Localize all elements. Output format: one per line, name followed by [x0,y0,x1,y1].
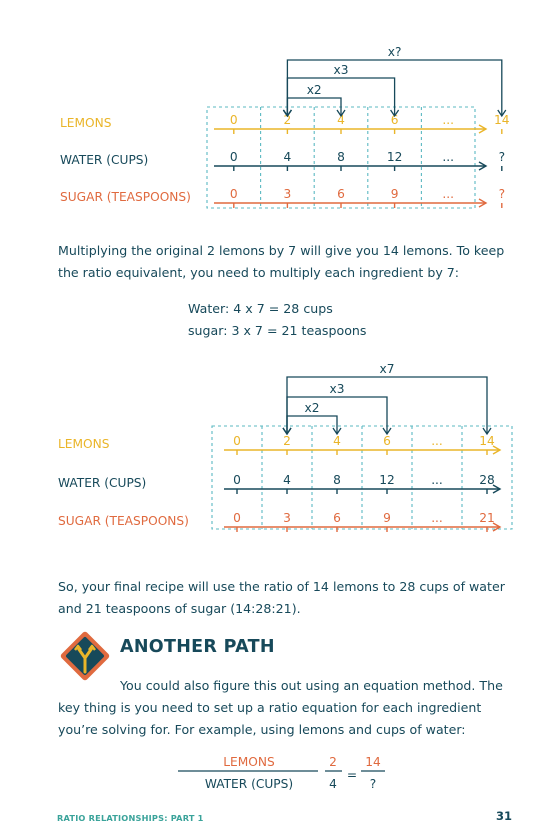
lemons-value: 0 [229,113,238,127]
lemons-value: 4 [333,434,341,448]
lemons-value: 4 [337,113,345,127]
sugar-value: 6 [333,511,341,525]
water-value: 12 [386,150,403,164]
lemons-value: ... [431,434,443,448]
multiplier-label: x2 [306,83,322,97]
equals-sign: = [346,768,358,782]
explanation-paragraph: Multiplying the original 2 lemons by 7 will give you 14 lemons. To keep the ratio equivalent, you need to multiply each ingredient by 7: [58,243,505,280]
water-value: ... [431,473,443,487]
water-value: 8 [333,473,341,487]
page-number: 31 [495,809,512,823]
lemons-value: 6 [390,113,399,127]
sugar-value: 3 [283,187,292,201]
lemons-value: ... [442,113,455,127]
ratio-numerator-label: LEMONS [223,755,275,769]
lemons-value: 14 [479,434,495,448]
water-value: 12 [379,473,395,487]
sugar-value: 0 [229,187,238,201]
water-value: 0 [229,150,238,164]
callout-text: You could also figure this out using an equation method. The key thing is you need to set up a ratio equation for each ingredient you’re solving for. For example, using lemons and cups of water: [58,678,503,737]
callout-title: ANOTHER PATH [120,637,275,657]
lemons-value: 2 [283,113,292,127]
lemons-value: 6 [383,434,391,448]
lemons-row-label: LEMONS [58,437,110,451]
water-value: ? [498,150,506,164]
sugar-value: ? [498,187,506,201]
multiplier-label: x7 [379,362,395,376]
ratio-denominator-label: WATER (CUPS) [204,777,294,791]
water-row-label: WATER (CUPS) [58,476,147,490]
right-numerator: 14 [365,755,381,769]
multiplier-label: x? [387,45,402,59]
multiplier-label: x2 [304,401,320,415]
lemons-value: 14 [494,113,510,127]
lemons-row-label: LEMONS [60,116,112,130]
water-value: 0 [233,473,241,487]
multiplier-label: x3 [333,63,349,77]
multiplier-label: x3 [329,382,345,396]
section-footer: RATIO RELATIONSHIPS: PART 1 [57,813,204,823]
sugar-row-label: SUGAR (TEASPOONS) [58,514,189,528]
sugar-row-label: SUGAR (TEASPOONS) [60,190,191,204]
left-numerator: 2 [329,755,337,769]
final-recipe-paragraph: So, your final recipe will use the ratio of 14 lemons to 28 cups of water and 21 teaspoons of sugar (14:28:21). [58,579,505,616]
sugar-value: ... [442,187,455,201]
sugar-value: 0 [233,511,241,525]
water-equation: Water: 4 x 7 = 28 cups [188,301,333,316]
water-row-label: WATER (CUPS) [60,153,149,167]
left-denominator: 4 [329,777,337,791]
sugar-value: 9 [390,187,399,201]
sugar-value: 6 [337,187,345,201]
water-value: 4 [283,150,292,164]
sugar-value: ... [431,511,443,525]
water-value: 4 [283,473,291,487]
sugar-value: 3 [283,511,291,525]
sugar-value: 9 [383,511,391,525]
water-value: ... [442,150,455,164]
water-value: 8 [337,150,345,164]
lemons-value: 2 [283,434,291,448]
right-denominator: ? [369,777,377,791]
water-value: 28 [479,473,495,487]
sugar-value: 21 [479,511,495,525]
sugar-equation: sugar: 3 x 7 = 21 teaspoons [188,323,367,338]
lemons-value: 0 [233,434,241,448]
